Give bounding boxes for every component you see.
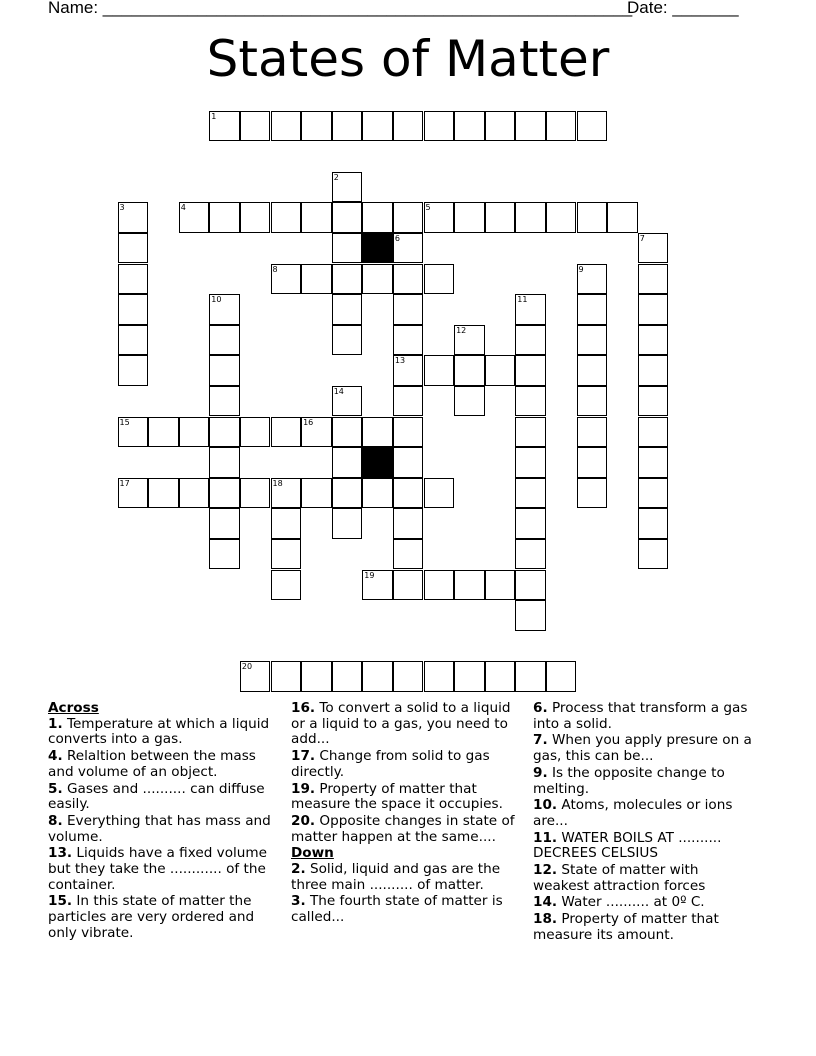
clue	[291, 814, 523, 845]
clue-number: 7	[639, 233, 645, 243]
clue-text: The fourth state of matter is called...	[291, 893, 503, 926]
grid-cell[interactable]	[515, 202, 546, 233]
clue	[48, 814, 278, 845]
blocked-cell	[362, 233, 393, 264]
grid-cell[interactable]	[577, 202, 608, 233]
grid-cell[interactable]	[332, 447, 363, 478]
clue-number: 16.	[291, 700, 316, 716]
grid-cell[interactable]	[240, 417, 271, 448]
clue	[533, 895, 755, 911]
grid-cell[interactable]	[301, 111, 332, 142]
clue	[48, 749, 278, 780]
clue-text: WATER BOILS AT .......... DECREES CELSIUS	[533, 829, 722, 862]
grid-cell[interactable]	[118, 355, 149, 386]
grid-cell[interactable]	[240, 111, 271, 142]
grid-cell[interactable]	[515, 478, 546, 509]
clue-number: 4.	[48, 748, 63, 765]
clue-number: 12.	[533, 862, 558, 879]
grid-cell[interactable]	[515, 447, 546, 478]
grid-cell[interactable]	[546, 661, 577, 692]
grid-cell[interactable]	[638, 417, 669, 448]
clue-number: 9	[578, 264, 584, 274]
clue-number: 14.	[533, 894, 558, 911]
grid-cell[interactable]	[393, 294, 424, 325]
grid-cell[interactable]	[209, 325, 240, 356]
grid-cell[interactable]	[424, 570, 455, 601]
grid-cell[interactable]	[577, 417, 608, 448]
grid-cell[interactable]	[118, 325, 149, 356]
clue-number: 13	[394, 356, 406, 366]
grid-cell[interactable]	[332, 202, 363, 233]
grid-cell[interactable]	[118, 264, 149, 295]
grid-cell[interactable]	[638, 386, 669, 417]
clue-text: In this state of matter the particles are very ordered and only vibrate.	[48, 893, 255, 941]
grid-cell[interactable]	[362, 111, 393, 142]
clue-number: 9.	[533, 764, 548, 781]
grid-cell[interactable]	[546, 111, 577, 142]
clue-number: 5.	[48, 780, 63, 797]
grid-cell[interactable]	[393, 386, 424, 417]
grid-cell[interactable]	[638, 539, 669, 570]
grid-cell[interactable]	[271, 417, 302, 448]
grid-cell[interactable]	[424, 355, 455, 386]
grid-cell[interactable]	[209, 386, 240, 417]
grid-cell[interactable]	[332, 417, 363, 448]
grid-cell[interactable]	[332, 325, 363, 356]
clue	[291, 749, 523, 780]
clue	[291, 701, 523, 748]
grid-cell[interactable]	[485, 355, 516, 386]
grid-cell[interactable]	[638, 325, 669, 356]
grid-cell[interactable]	[638, 355, 669, 386]
grid-cell[interactable]	[454, 202, 485, 233]
clue-text: Is the opposite change to melting.	[533, 764, 725, 797]
clue-number: 16	[303, 417, 314, 427]
grid-cell[interactable]	[515, 355, 546, 386]
grid-cell[interactable]	[240, 202, 271, 233]
grid-cell[interactable]	[515, 508, 546, 539]
grid-cell[interactable]	[577, 355, 608, 386]
clue-number: 19.	[291, 780, 316, 797]
grid-cell[interactable]	[454, 661, 485, 692]
clue-column-3	[533, 701, 755, 945]
grid-cell[interactable]	[209, 508, 240, 539]
name-field: Name: ________________________________________________________	[48, 0, 633, 17]
clue-number: 11.	[533, 829, 558, 846]
grid-cell[interactable]	[209, 202, 240, 233]
grid-cell[interactable]	[454, 570, 485, 601]
clue-number: 17	[119, 478, 130, 488]
grid-cell[interactable]	[332, 111, 363, 142]
clue-number: 8	[272, 264, 278, 274]
grid-cell[interactable]	[546, 202, 577, 233]
grid-cell[interactable]	[393, 478, 424, 509]
clue	[48, 782, 278, 813]
grid-cell[interactable]	[332, 233, 363, 264]
grid-cell[interactable]	[515, 600, 546, 631]
clue	[533, 912, 755, 943]
grid-cell[interactable]	[515, 325, 546, 356]
grid-cell[interactable]	[393, 202, 424, 233]
grid-cell[interactable]	[271, 508, 302, 539]
grid-cell[interactable]	[424, 111, 455, 142]
clue-number: 8.	[48, 812, 63, 829]
grid-cell[interactable]	[362, 417, 393, 448]
grid-cell[interactable]	[362, 264, 393, 295]
date-field: Date: _______	[627, 0, 739, 17]
clue-text: To convert a solid to a liquid or a liquid to a gas, you need to add...	[291, 700, 511, 748]
grid-cell[interactable]	[638, 508, 669, 539]
grid-cell[interactable]	[209, 355, 240, 386]
clue-number: 3	[119, 203, 125, 213]
clue	[48, 894, 278, 941]
clue-number: 4	[180, 203, 186, 213]
grid-cell[interactable]	[240, 478, 271, 509]
grid-cell[interactable]	[393, 264, 424, 295]
grid-cell[interactable]	[393, 325, 424, 356]
grid-cell[interactable]	[424, 264, 455, 295]
clue-number: 2	[333, 172, 339, 182]
grid-cell[interactable]	[209, 417, 240, 448]
blocked-cell	[362, 447, 393, 478]
grid-cell[interactable]	[148, 417, 179, 448]
grid-cell[interactable]	[515, 661, 546, 692]
grid-cell[interactable]	[362, 478, 393, 509]
grid-cell[interactable]	[393, 508, 424, 539]
grid-cell[interactable]	[271, 539, 302, 570]
clue-number: 19	[364, 570, 375, 580]
clue	[533, 798, 755, 829]
clue-text: Process that transform a gas into a solid.	[533, 700, 748, 732]
clue	[533, 733, 755, 764]
clue-text: Gases and .......... can diffuse easily.	[48, 780, 265, 813]
clue-text: Property of matter that measure the space it occupies.	[291, 780, 503, 813]
grid-cell[interactable]	[424, 661, 455, 692]
grid-cell[interactable]	[454, 111, 485, 142]
grid-cell[interactable]	[393, 661, 424, 692]
clue-number: 3.	[291, 893, 306, 910]
clue-number: 20	[241, 662, 253, 672]
clue-text: Temperature at which a liquid converts into a gas.	[48, 715, 270, 748]
grid-cell[interactable]	[454, 386, 485, 417]
grid-cell[interactable]	[179, 417, 210, 448]
grid-cell[interactable]	[301, 264, 332, 295]
grid-cell[interactable]	[485, 661, 516, 692]
grid-cell[interactable]	[271, 202, 302, 233]
grid-cell[interactable]	[577, 386, 608, 417]
grid-cell[interactable]	[607, 202, 638, 233]
clue-number: 17.	[291, 748, 316, 765]
grid-cell[interactable]	[577, 447, 608, 478]
grid-cell[interactable]	[271, 111, 302, 142]
clue	[533, 766, 755, 797]
grid-cell[interactable]	[332, 478, 363, 509]
clue-column-1	[48, 701, 278, 943]
grid-cell[interactable]	[393, 539, 424, 570]
grid-cell[interactable]	[485, 111, 516, 142]
clue-number: 10.	[533, 797, 558, 814]
clue-number: 6.	[533, 700, 548, 716]
clue	[533, 831, 755, 862]
grid-cell[interactable]	[209, 539, 240, 570]
across-heading: Across	[48, 700, 99, 716]
clue	[291, 894, 523, 925]
grid-cell[interactable]	[179, 478, 210, 509]
clue	[291, 782, 523, 813]
grid-cell[interactable]	[515, 539, 546, 570]
grid-cell[interactable]	[332, 294, 363, 325]
clue-number: 14	[333, 386, 344, 396]
grid-cell[interactable]	[393, 417, 424, 448]
grid-cell[interactable]	[209, 447, 240, 478]
grid-cell[interactable]	[515, 386, 546, 417]
clue-text: Change from solid to gas directly.	[291, 748, 490, 780]
grid-cell[interactable]	[485, 570, 516, 601]
grid-cell[interactable]	[393, 447, 424, 478]
clue-number: 6	[394, 233, 400, 243]
clue-text: State of matter with weakest attraction forces	[533, 862, 706, 894]
grid-cell[interactable]	[424, 478, 455, 509]
clue-number: 2.	[291, 861, 306, 878]
grid-cell[interactable]	[638, 264, 669, 295]
clue-text: Relaltion between the mass and volume of an object.	[48, 748, 256, 780]
grid-cell[interactable]	[638, 447, 669, 478]
clue-number: 18	[272, 478, 283, 488]
grid-cell[interactable]	[148, 478, 179, 509]
clue-text: When you apply presure on a gas, this can be...	[533, 732, 752, 765]
grid-cell[interactable]	[332, 661, 363, 692]
grid-cell[interactable]	[362, 202, 393, 233]
clue-number: 10	[211, 295, 222, 305]
clue-text: Atoms, molecules or ions are...	[533, 797, 733, 829]
clue-number: 11	[517, 295, 528, 305]
clue-text: Liquids have a fixed volume but they take the ............ of the container.	[48, 845, 268, 893]
grid-cell[interactable]	[638, 294, 669, 325]
clue-text: Solid, liquid and gas are the three main .......... of matter.	[291, 861, 501, 893]
grid-cell[interactable]	[393, 570, 424, 601]
grid-cell[interactable]	[301, 478, 332, 509]
grid-cell[interactable]	[393, 111, 424, 142]
clue	[533, 863, 755, 894]
grid-cell[interactable]	[515, 570, 546, 601]
grid-cell[interactable]	[332, 508, 363, 539]
grid-cell[interactable]	[577, 325, 608, 356]
clue	[533, 701, 755, 732]
clue-number: 1	[211, 111, 217, 121]
grid-cell[interactable]	[362, 661, 393, 692]
grid-cell[interactable]	[118, 233, 149, 264]
clue	[48, 846, 278, 893]
grid-cell[interactable]	[638, 478, 669, 509]
clue-text: Opposite changes in state of matter happen at the same....	[291, 812, 515, 845]
clue-number: 13.	[48, 845, 73, 862]
clue-number: 18.	[533, 911, 558, 928]
clue-text: Water .......... at 0º C.	[561, 894, 705, 911]
grid-cell[interactable]	[577, 111, 608, 142]
grid-cell[interactable]	[271, 570, 302, 601]
grid-cell[interactable]	[577, 294, 608, 325]
grid-cell[interactable]	[209, 478, 240, 509]
grid-cell[interactable]	[515, 417, 546, 448]
grid-cell[interactable]	[301, 202, 332, 233]
grid-cell[interactable]	[577, 478, 608, 509]
down-heading: Down	[291, 845, 334, 862]
clue-number: 5	[425, 203, 431, 213]
grid-cell[interactable]	[485, 202, 516, 233]
clue-number: 1.	[48, 715, 63, 732]
clue-number: 20.	[291, 812, 316, 829]
clue-number: 15	[119, 417, 130, 427]
grid-cell[interactable]	[454, 355, 485, 386]
grid-cell[interactable]	[301, 661, 332, 692]
grid-cell[interactable]	[118, 294, 149, 325]
clue-number: 12	[456, 325, 467, 335]
clue	[48, 717, 278, 748]
grid-cell[interactable]	[271, 661, 302, 692]
clue-number: 15.	[48, 893, 73, 910]
clue-text: Everything that has mass and volume.	[48, 812, 271, 845]
grid-cell[interactable]	[515, 111, 546, 142]
clue-number: 7.	[533, 732, 548, 749]
grid-cell[interactable]	[332, 264, 363, 295]
clue	[291, 862, 523, 893]
clue-column-2	[291, 701, 523, 927]
page-title: States of Matter	[206, 30, 610, 88]
clue-text: Property of matter that measure its amount.	[533, 911, 719, 943]
